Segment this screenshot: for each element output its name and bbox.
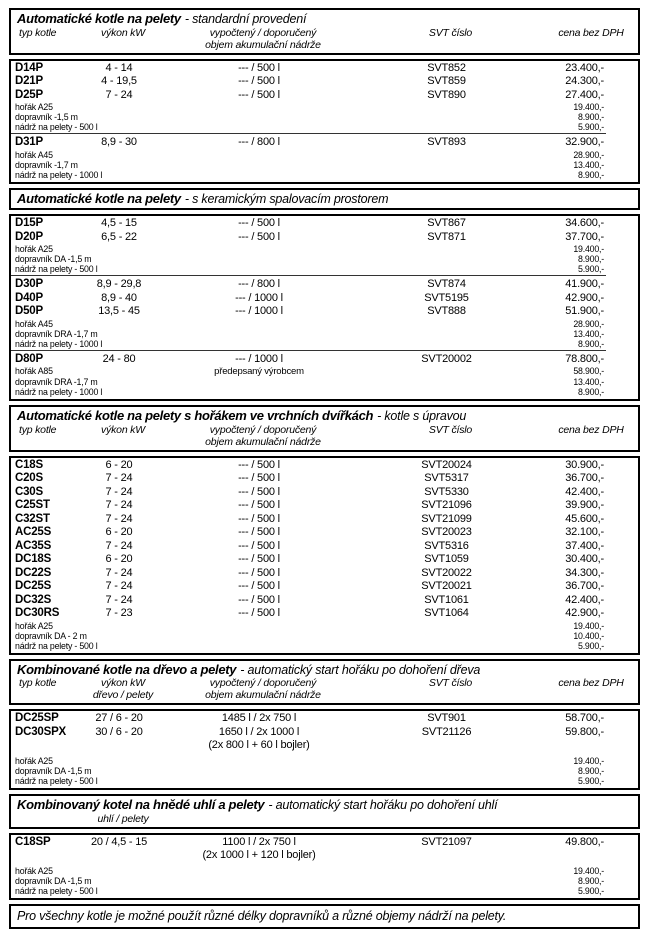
product-price: 30.400,- [565,553,604,565]
col-header-cena: cena bez DPH [558,677,624,689]
product-row [11,217,638,231]
accessory-label: dopravník DA -1,5 m [15,876,92,886]
product-row [11,513,638,527]
col-header-svt: SVT číslo [428,26,473,39]
section-title-line [15,409,634,424]
accessory-row [11,170,638,180]
product-tank-volume: --- / 500 l [238,580,280,592]
product-power-kw: 7 - 24 [105,593,133,606]
accessory-label: nádrž na pelety - 500 l [15,886,98,896]
product-power-kw: 7 - 24 [105,472,133,484]
product-model: D14P [15,61,43,74]
col-header-cena: cena bez DPH [558,423,624,436]
product-tank-volume: --- / 500 l [238,88,280,101]
product-tank-volume: --- / 500 l [238,499,280,511]
accessory-price: 28.900,- [573,318,604,329]
section-title: Kombinovaný kotel na hnědé uhlí a pelety [17,797,265,812]
column-subheaders [15,436,634,448]
product-row [11,726,638,740]
accessory-row [11,876,638,886]
accessory-price: 8.900,- [578,876,604,886]
product-model: C30S [15,485,43,498]
product-row [11,526,638,540]
product-tank-volume: --- / 800 l [238,136,280,148]
col-header-objem-line2: objem akumulační nádrže [205,435,321,448]
product-svt-number: SVT874 [427,278,466,290]
accessory-label: dopravník DA - 2 m [15,630,87,641]
product-row [11,553,638,567]
product-tank-volume: --- / 500 l [238,607,280,619]
accessory-label: nádrž na pelety - 500 l [15,776,98,786]
product-tank-volume: --- / 500 l [238,217,280,229]
accessory-row [11,621,638,631]
product-svt-number: SVT1059 [424,553,469,565]
accessory-row [11,866,638,876]
accessory-price: 8.900,- [578,387,604,397]
accessory-label: hořák A45 [15,318,53,329]
product-model: D20P [15,230,43,243]
column-subheaders [15,689,634,701]
accessory-price: 10.400,- [573,630,604,641]
product-row [11,62,638,76]
accessory-row [11,122,638,132]
product-model: C18SP [15,835,51,848]
product-tank-volume: --- / 500 l [238,539,280,552]
section-title: Kombinované kotle na dřevo a pelety [17,661,237,677]
accessory-label: nádrž na pelety - 500 l [15,640,98,651]
accessory-row [11,160,638,170]
accessory-label: nádrž na pelety - 1000 l [15,169,103,180]
col-header-typ-kotle: typ kotle [19,423,57,436]
section-data-box [9,59,640,184]
accessory-row [11,329,638,339]
product-row [11,540,638,554]
section-header-box [9,188,640,211]
product-tank-volume: --- / 500 l [238,61,280,74]
section-subtitle: - automatický start hořáku po dohoření dřeva [240,662,481,677]
product-tank-volume: --- / 1000 l [235,352,283,365]
product-power-kw: 4 - 19,5 [101,75,137,87]
product-price: 49.800,- [565,835,604,848]
accessory-label: nádrž na pelety - 500 l [15,264,98,274]
accessory-label: hořák A25 [15,620,53,631]
accessory-row [11,631,638,641]
product-power-kw: 7 - 24 [105,566,133,579]
col-header-svt: SVT číslo [428,423,473,436]
product-price: 42.900,- [565,291,604,304]
accessory-row [11,366,638,377]
product-tank-volume: --- / 500 l [238,526,280,538]
section-title: Automatické kotle na pelety s hořákem ve vrchních dvířkách [17,408,374,423]
product-power-kw: 30 / 6 - 20 [95,725,143,738]
accessory-label: hořák A45 [15,149,53,160]
col-subheader-vykon-detail: uhlí / pelety [97,812,149,825]
col-subheader-vykon-detail: dřevo / pelety [92,689,154,701]
product-price: 45.600,- [565,512,604,525]
product-svt-number: SVT890 [427,88,466,101]
section-subtitle: - automatický start hořáku po dohoření uhlí [268,798,498,812]
product-row [11,292,638,306]
section-subtitle: - kotle s úpravou [377,409,467,423]
product-price: 34.600,- [565,217,604,229]
product-power-kw: 7 - 24 [105,512,133,525]
product-model: DC18S [15,553,52,565]
product-price: 37.700,- [565,230,604,243]
product-svt-number: SVT5316 [424,539,469,552]
product-power-kw: 7 - 24 [105,499,133,511]
product-model: C32ST [15,512,50,525]
accessory-price: 19.400,- [573,756,604,766]
product-power-kw: 6 - 20 [105,458,133,471]
product-power-kw: 4,5 - 15 [101,217,137,229]
section-title-line [15,12,634,27]
section-title-line [15,192,634,207]
column-headers [15,677,634,689]
accessory-label: nádrž na pelety - 500 l [15,122,98,132]
product-row [11,607,638,621]
product-model: DC30SPX [15,725,67,738]
product-price: 41.900,- [565,278,604,290]
accessory-row [11,254,638,264]
product-model: DC25S [15,580,52,592]
product-svt-number: SVT21126 [421,725,472,738]
product-row [11,305,638,319]
section-title-line [15,663,634,678]
product-model: DC22S [15,566,52,579]
product-model: D30P [15,278,43,290]
volume-note-row [11,739,638,752]
product-tank-volume: --- / 500 l [238,593,280,606]
product-svt-number: SVT5317 [424,472,469,484]
accessory-price: 5.900,- [578,264,604,274]
product-price: 51.900,- [565,305,604,317]
col-header-svt: SVT číslo [428,677,473,689]
accessory-row [11,102,638,112]
column-subheaders [15,39,634,51]
col-header-objem-line2: objem akumulační nádrže [205,689,321,701]
product-power-kw: 8,9 - 30 [101,136,137,148]
product-model: DC30RS [15,607,60,619]
product-row [11,567,638,581]
product-price: 32.100,- [565,526,604,538]
accessory-price: 19.400,- [573,866,604,876]
product-power-kw: 7 - 24 [105,88,133,101]
product-price: 39.900,- [565,499,604,511]
product-price: 59.800,- [565,725,604,738]
product-tank-volume: --- / 500 l [238,230,280,243]
group-separator [11,350,606,351]
product-svt-number: SVT5330 [424,485,469,498]
product-model: DC32S [15,593,52,606]
product-price: 78.800,- [565,352,604,365]
accessory-row [11,756,638,766]
group-separator [11,275,606,276]
product-row [11,75,638,89]
accessory-price: 8.900,- [578,169,604,180]
product-model: DC25SP [15,712,59,724]
accessory-row [11,244,638,254]
accessory-label: dopravník DA -1,5 m [15,254,92,264]
product-price: 36.700,- [565,580,604,592]
col-header-vykon: výkon kW [101,26,145,39]
accessory-price: 19.400,- [573,102,604,112]
col-header-cena: cena bez DPH [558,26,624,39]
product-svt-number: SVT20024 [421,458,472,471]
product-row [11,472,638,486]
product-row [11,836,638,850]
product-price: 36.700,- [565,472,604,484]
accessory-label: hořák A25 [15,756,53,766]
volume-note-text: (2x 800 l + 60 l bojler) [208,739,310,751]
col-header-objem-line1: vypočtený / doporučený [209,26,317,39]
col-header-objem-line2: objem akumulační nádrže [205,38,321,51]
section-subtitle: - standardní provedení [184,12,307,26]
col-header-vykon: výkon kW [101,423,145,436]
product-price: 32.900,- [565,136,604,148]
product-price: 30.900,- [565,458,604,471]
accessory-row [11,264,638,274]
section-title: Automatické kotle na pelety [17,11,181,26]
accessory-row [11,339,638,349]
product-price: 24.300,- [565,75,604,87]
accessory-label: dopravník -1,7 m [15,159,78,170]
accessory-label: nádrž na pelety - 1000 l [15,387,103,397]
product-row [11,459,638,473]
accessory-row [11,387,638,397]
product-row [11,486,638,500]
product-power-kw: 13,5 - 45 [98,305,140,317]
accessory-price: 8.900,- [578,338,604,349]
volume-note-row [11,849,638,862]
product-power-kw: 4 - 14 [105,61,133,74]
accessory-row [11,150,638,160]
accessory-price: 19.400,- [573,620,604,631]
col-header-objem-line1: vypočtený / doporučený [209,423,317,436]
accessory-price: 13.400,- [573,328,604,339]
accessory-price: 13.400,- [573,159,604,170]
product-row [11,89,638,103]
product-row [11,278,638,292]
column-headers [15,27,634,39]
accessory-label: hořák A85 [15,366,53,376]
accessory-label: hořák A25 [15,102,53,112]
product-tank-volume: 1100 l / 2x 750 l [222,835,296,848]
product-power-kw: 6 - 20 [105,553,133,565]
product-model: D15P [15,217,43,229]
product-tank-volume: --- / 500 l [238,485,280,498]
product-power-kw: 6 - 20 [105,526,133,538]
accessory-label: hořák A25 [15,866,53,876]
accessory-price: 8.900,- [578,112,604,122]
column-subheaders [15,813,634,825]
product-svt-number: SVT867 [427,217,466,229]
product-tank-volume: 1650 l / 2x 1000 l [218,725,300,738]
accessory-price: 8.900,- [578,254,604,264]
accessory-row [11,377,638,387]
section-subtitle: - s keramickým spalovacím prostorem [184,191,389,206]
accessory-row [11,112,638,122]
product-svt-number: SVT21099 [421,512,472,525]
product-row [11,353,638,367]
product-model: D40P [15,291,43,304]
product-power-kw: 8,9 - 40 [101,291,137,304]
product-svt-number: SVT901 [427,712,466,724]
col-header-objem-line1: vypočtený / doporučený [209,677,317,689]
product-tank-volume: --- / 500 l [238,553,280,565]
product-svt-number: SVT1064 [424,607,469,619]
col-header-typ-kotle: typ kotle [19,26,57,39]
product-power-kw: 27 / 6 - 20 [95,712,143,724]
section-header-box [9,659,640,706]
product-svt-number: SVT20023 [421,526,472,538]
product-tank-volume: --- / 1000 l [235,305,283,317]
product-price: 37.400,- [565,539,604,552]
footer-note-box [9,904,640,929]
section-header-box [9,405,640,452]
product-svt-number: SVT893 [427,136,466,148]
product-price: 42.400,- [565,593,604,606]
product-model: D80P [15,352,43,365]
accessory-row [11,886,638,896]
product-row [11,712,638,726]
col-header-vykon: výkon kW [101,677,145,689]
product-price: 58.700,- [565,712,604,724]
col-header-typ-kotle: typ kotle [19,677,57,689]
accessory-price: 58.900,- [573,366,604,376]
product-row [11,499,638,513]
column-headers [15,424,634,436]
accessory-label: dopravník DA -1,5 m [15,766,92,776]
section-header-box [9,794,640,829]
product-price: 27.400,- [565,88,604,101]
product-model: C25ST [15,499,50,511]
accessory-row [11,641,638,651]
accessory-price: 8.900,- [578,766,604,776]
section-data-box [9,833,640,901]
product-price: 23.400,- [565,61,604,74]
product-power-kw: 20 / 4,5 - 15 [90,835,148,848]
accessory-price: 5.900,- [578,886,604,896]
product-svt-number: SVT1061 [424,593,469,606]
accessory-price: 5.900,- [578,640,604,651]
accessory-row [11,319,638,329]
section-data-box [9,214,640,401]
product-svt-number: SVT5195 [424,291,469,304]
section-data-box [9,456,640,655]
product-tank-volume: --- / 800 l [238,278,280,290]
accessory-price: 19.400,- [573,244,604,254]
product-model: AC25S [15,526,52,538]
product-price: 42.900,- [565,607,604,619]
product-model: AC35S [15,539,52,552]
product-price: 34.300,- [565,566,604,579]
product-tank-volume: --- / 500 l [238,458,280,471]
accessory-price: 5.900,- [578,776,604,786]
product-model: D25P [15,88,43,101]
product-svt-number: SVT20022 [421,566,472,579]
accessory-price: 5.900,- [578,122,604,132]
section-title: Automatické kotle na pelety [17,190,181,206]
product-model: D31P [15,136,43,148]
accessory-label: dopravník DRA -1,7 m [15,328,98,339]
accessory-price: 28.900,- [573,149,604,160]
section-title-line [15,798,634,813]
product-power-kw: 6,5 - 22 [101,230,137,243]
product-row [11,136,638,150]
product-tank-volume: 1485 l / 2x 750 l [221,712,297,724]
accessory-label: nádrž na pelety - 1000 l [15,338,103,349]
product-svt-number: SVT20021 [421,580,472,592]
product-power-kw: 7 - 24 [105,485,133,498]
product-tank-volume: --- / 500 l [238,566,280,579]
product-tank-volume: --- / 500 l [238,512,280,525]
product-model: C20S [15,472,43,484]
accessory-label: dopravník DRA -1,7 m [15,377,98,387]
product-model: D50P [15,305,43,317]
product-model: D21P [15,75,43,87]
product-svt-number: SVT888 [427,305,466,317]
product-tank-volume: --- / 500 l [238,75,280,87]
volume-note-text: (2x 1000 l + 120 l bojler) [202,849,316,861]
product-tank-volume: --- / 1000 l [235,291,283,304]
product-power-kw: 24 - 80 [102,352,136,365]
accessory-row [11,776,638,786]
accessory-label: dopravník -1,5 m [15,112,78,122]
group-separator [11,133,606,134]
product-power-kw: 7 - 23 [105,607,133,619]
product-svt-number: SVT21096 [421,499,472,511]
product-power-kw: 7 - 24 [105,580,133,592]
accessory-row [11,766,638,776]
accessory-price: 13.400,- [573,377,604,387]
product-row [11,231,638,245]
product-price: 42.400,- [565,485,604,498]
product-svt-number: SVT20002 [421,352,472,365]
product-tank-volume: --- / 500 l [238,472,280,484]
accessory-note: předepsaný výrobcem [214,366,304,377]
accessory-label: hořák A25 [15,244,53,254]
product-power-kw: 8,9 - 29,8 [96,278,142,290]
product-power-kw: 7 - 24 [105,539,133,552]
product-svt-number: SVT21097 [421,835,472,848]
product-svt-number: SVT859 [427,75,466,87]
product-model: C18S [15,458,43,471]
product-row [11,594,638,608]
section-data-box [9,709,640,790]
product-row [11,580,638,594]
section-header-box [9,8,640,55]
product-svt-number: SVT852 [427,61,466,74]
footer-note: Pro všechny kotle je možné použít různé délky dopravníků a různé objemy nádrží na pelety. [17,909,507,923]
product-svt-number: SVT871 [427,230,466,243]
